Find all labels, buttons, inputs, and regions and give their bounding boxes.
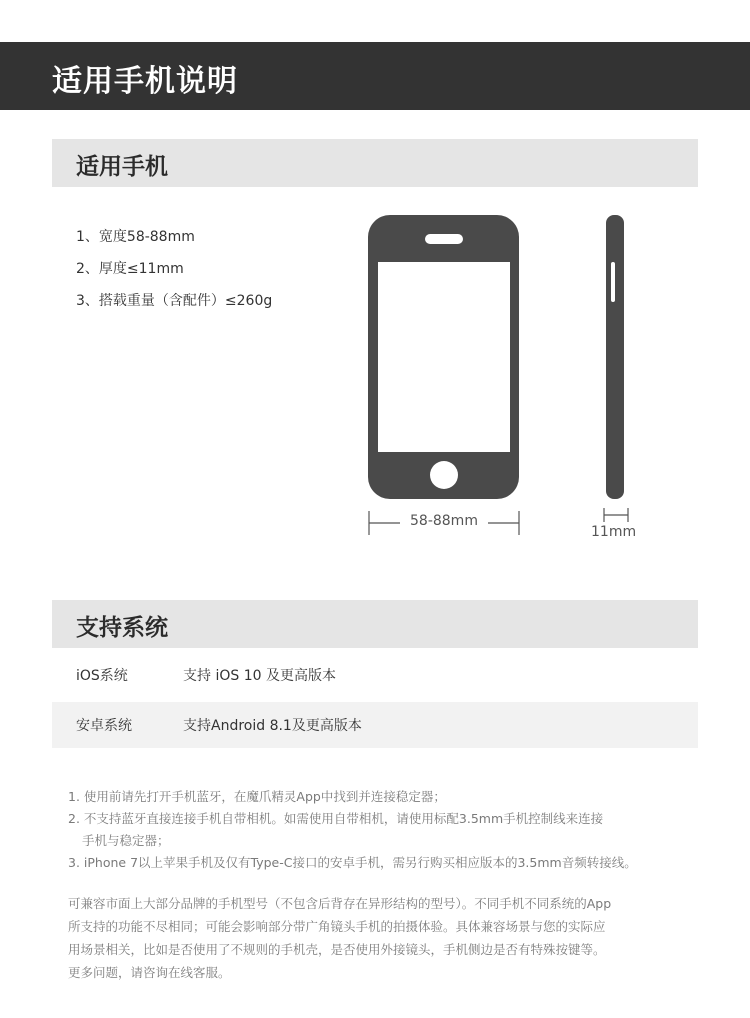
system-requirement: 支持Android 8.1及更高版本 bbox=[183, 718, 362, 734]
section-title: 适用手机 bbox=[76, 154, 168, 180]
note-item: 3. iPhone 7以上苹果手机及仅有Type-C接口的安卓手机，需另行购买相应版本的3.5mm音频转接线。 bbox=[68, 855, 637, 870]
note-item-continuation: 手机与稳定器； bbox=[82, 833, 170, 848]
spec-list bbox=[76, 226, 272, 322]
width-dimension-label: 58-88mm bbox=[410, 513, 478, 529]
system-requirement: 支持 iOS 10 及更高版本 bbox=[183, 668, 336, 684]
paragraph-line: 用场景相关，比如是否使用了不规则的手机壳，是否使用外接镜头，手机侧边是否有特殊按键等。 bbox=[68, 942, 606, 957]
system-row-ios bbox=[52, 652, 698, 698]
section-header-compatible-phones bbox=[52, 139, 698, 187]
header-banner bbox=[0, 42, 750, 110]
thickness-dimension-line bbox=[604, 508, 628, 522]
note-item: 1. 使用前请先打开手机蓝牙，在魔爪精灵App中找到并连接稳定器； bbox=[68, 789, 446, 804]
phone-side-icon bbox=[606, 215, 624, 499]
paragraph-line: 所支持的功能不尽相同；可能会影响部分带广角镜头手机的拍摄体验。具体兼容场景与您的实际应 bbox=[68, 919, 606, 934]
compatibility-paragraph bbox=[68, 892, 698, 984]
thickness-dimension-label: 11mm bbox=[591, 524, 637, 540]
section-header-supported-systems bbox=[52, 600, 698, 648]
spec-item-thickness: 2、厚度≤11mm bbox=[76, 261, 184, 277]
system-name: iOS系统 bbox=[76, 668, 128, 684]
spec-item-width: 1、宽度58-88mm bbox=[76, 229, 195, 245]
system-row-android bbox=[52, 702, 698, 748]
paragraph-line: 更多问题，请咨询在线客服。 bbox=[68, 965, 231, 980]
spec-item-weight: 3、搭载重量（含配件）≤260g bbox=[76, 293, 273, 309]
paragraph-line: 可兼容市面上大部分品牌的手机型号（不包含后背存在异形结构的型号）。不同手机不同系统的App bbox=[68, 896, 612, 911]
usage-notes bbox=[68, 786, 698, 874]
phone-front-icon bbox=[368, 215, 519, 499]
note-item: 2. 不支持蓝牙直接连接手机自带相机。如需使用自带相机，请使用标配3.5mm手机控制线来连接 bbox=[68, 811, 604, 826]
section-title: 支持系统 bbox=[76, 615, 168, 641]
page-title: 适用手机说明 bbox=[52, 64, 238, 99]
system-name: 安卓系统 bbox=[76, 718, 132, 734]
